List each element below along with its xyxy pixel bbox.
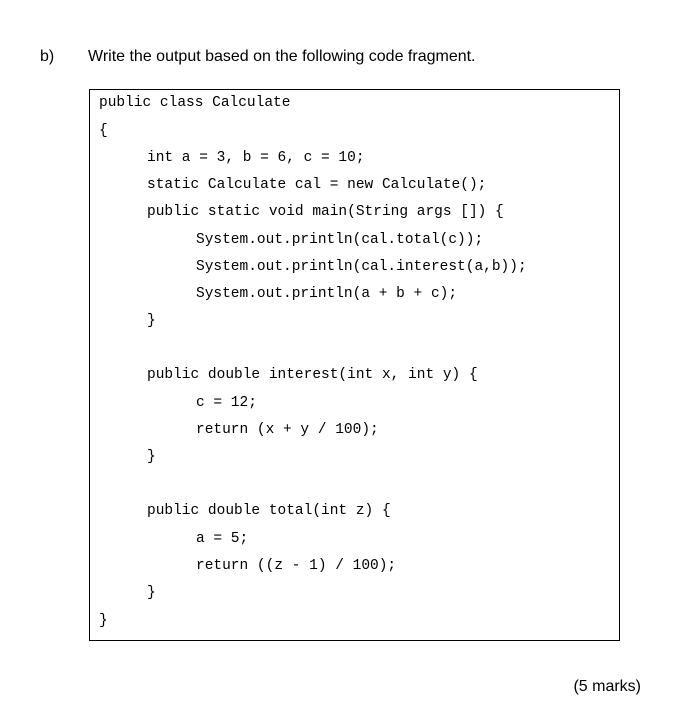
code-box xyxy=(89,89,620,641)
code-line: public class Calculate xyxy=(99,95,291,111)
code-line: return (x + y / 100); xyxy=(196,422,379,438)
code-line: } xyxy=(147,449,156,465)
code-line: } xyxy=(99,613,108,629)
code-line: public static void main(String args []) { xyxy=(147,204,504,220)
code-line: public double interest(int x, int y) { xyxy=(147,367,478,383)
marks-label: (5 marks) xyxy=(573,678,641,695)
code-line: System.out.println(a + b + c); xyxy=(196,286,458,302)
code-line: a = 5; xyxy=(196,531,249,547)
code-line: return ((z - 1) / 100); xyxy=(196,558,397,574)
code-line: System.out.println(cal.interest(a,b)); xyxy=(196,259,527,275)
code-line: { xyxy=(99,123,108,139)
question-label: b) xyxy=(40,48,55,65)
code-line: static Calculate cal = new Calculate(); xyxy=(147,177,487,193)
code-line: public double total(int z) { xyxy=(147,503,391,519)
code-line: } xyxy=(147,313,156,329)
code-line: System.out.println(cal.total(c)); xyxy=(196,232,484,248)
code-line: int a = 3, b = 6, c = 10; xyxy=(147,150,365,166)
question-prompt: Write the output based on the following code fragment. xyxy=(88,48,476,65)
code-line: } xyxy=(147,585,156,601)
code-line: c = 12; xyxy=(196,395,257,411)
